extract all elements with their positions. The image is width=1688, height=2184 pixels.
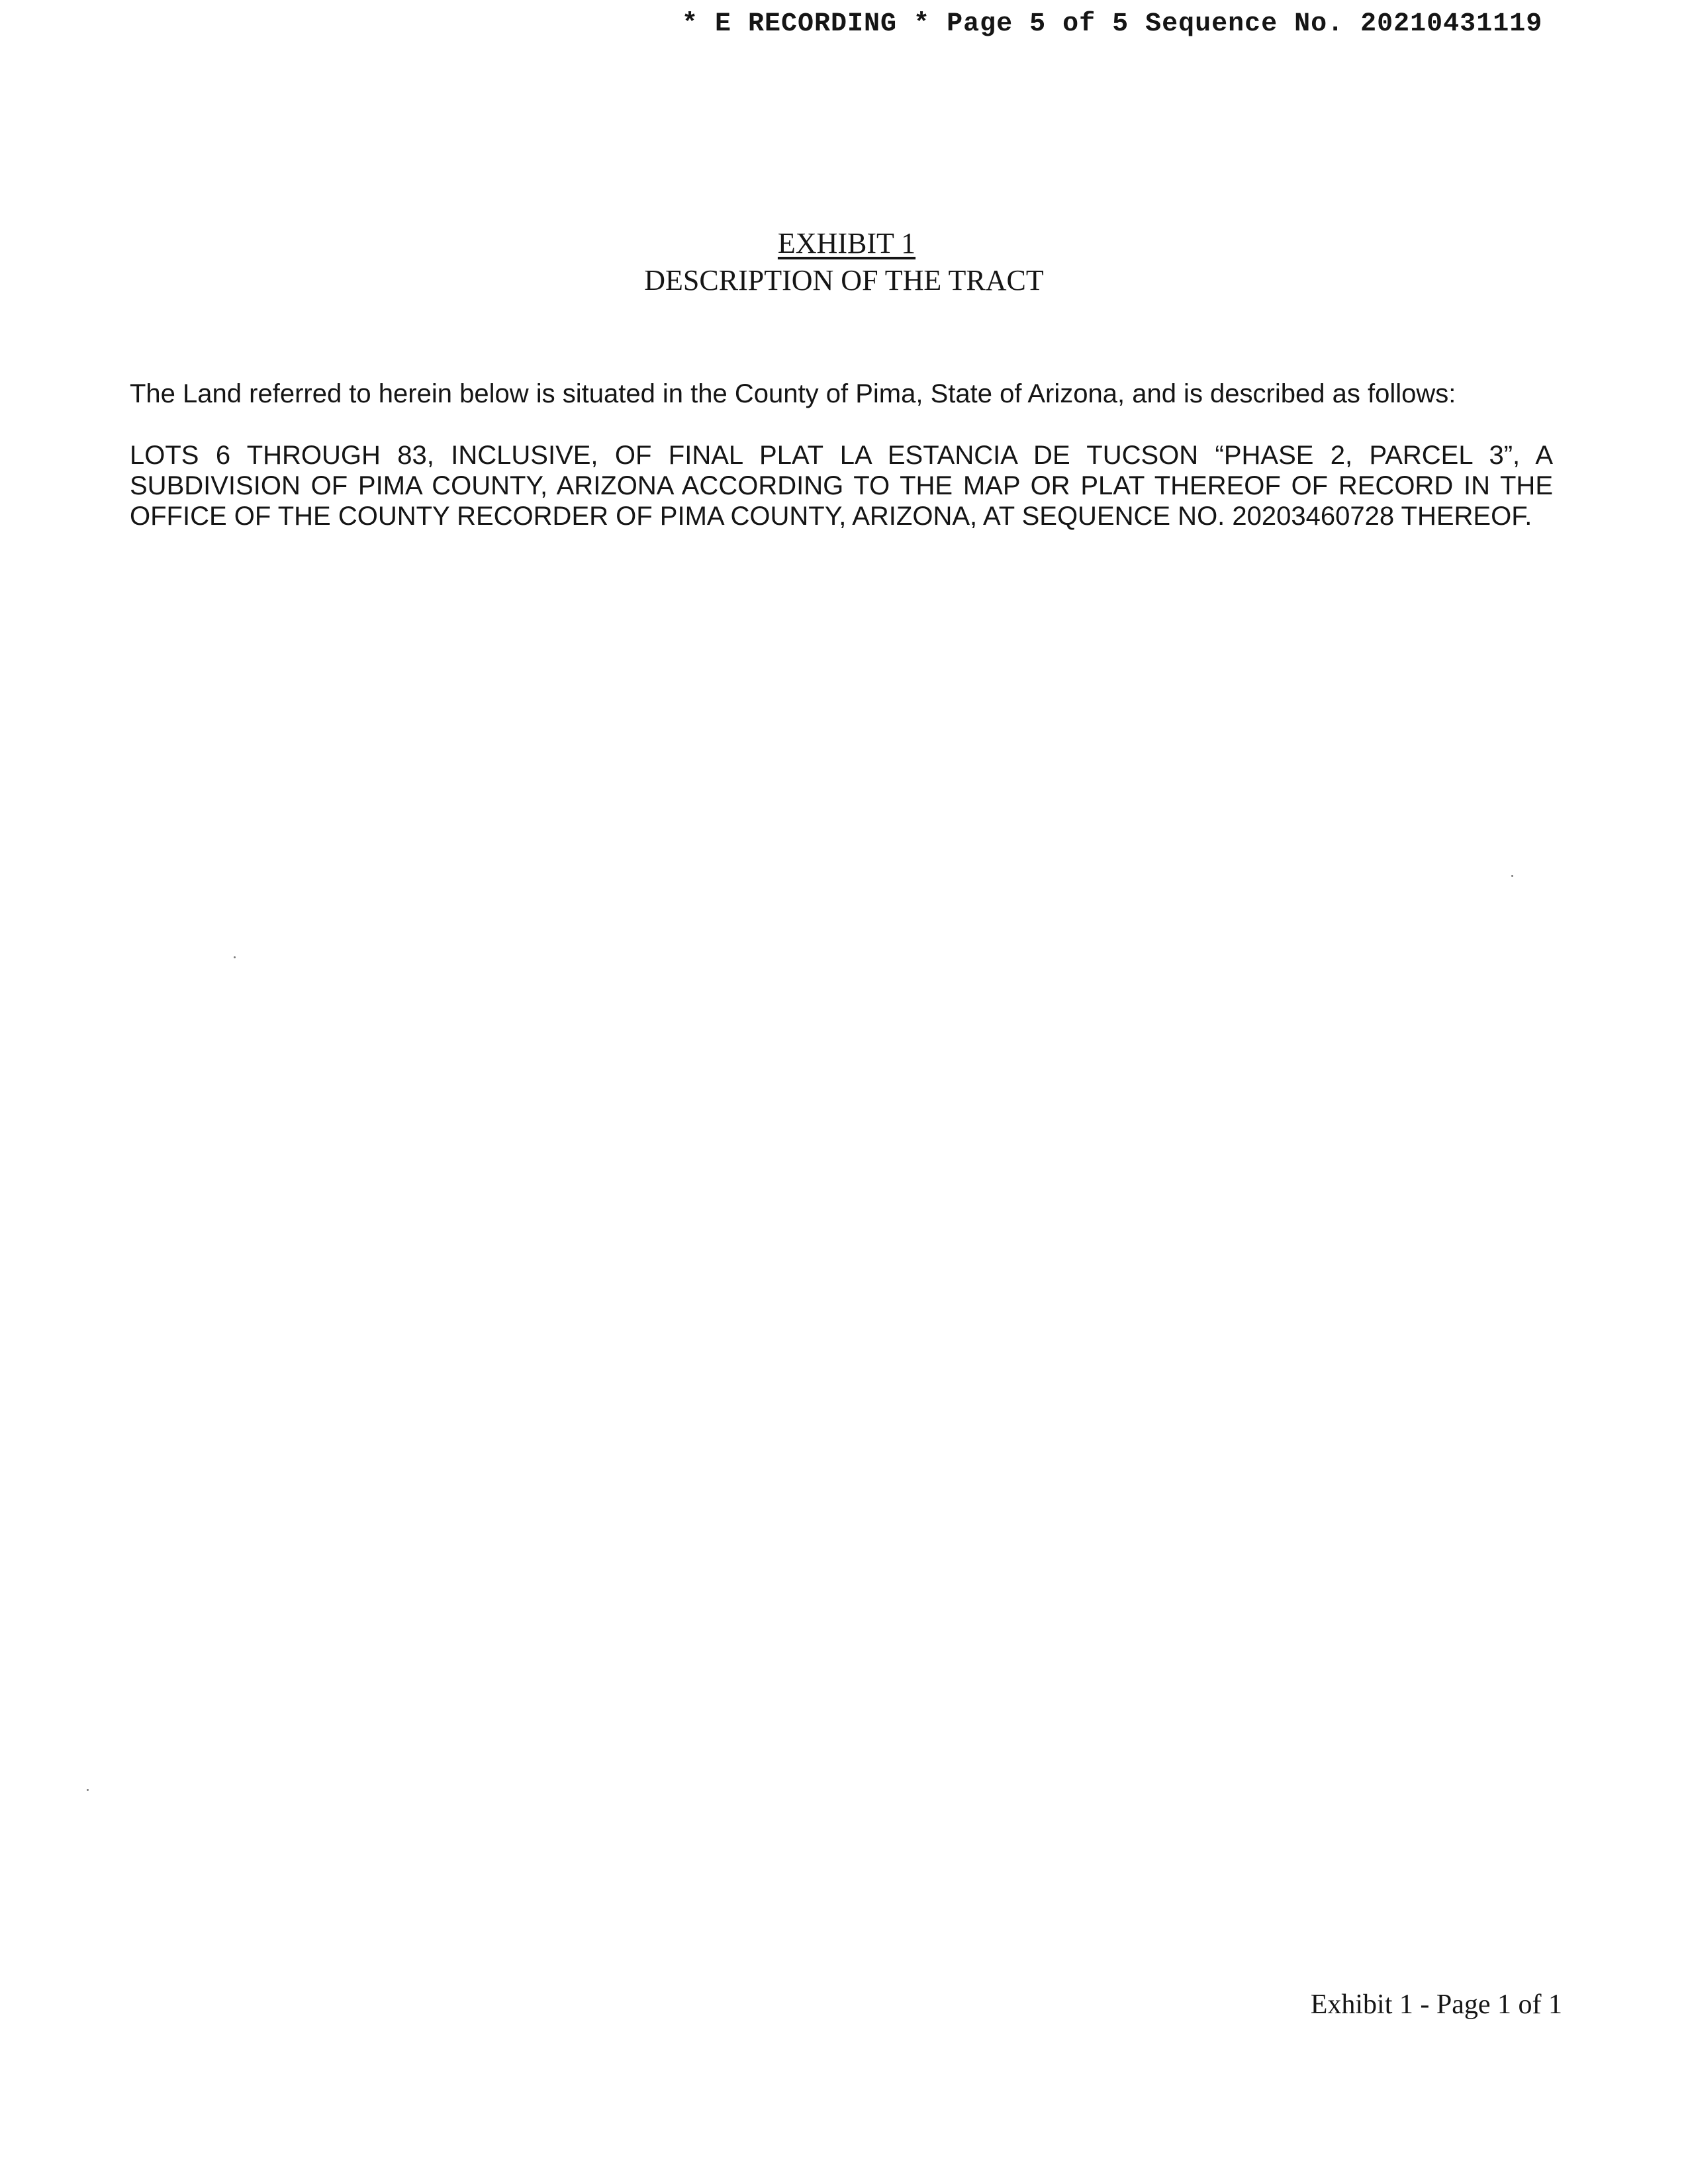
exhibit-title: EXHIBIT 1 xyxy=(777,227,916,259)
exhibit-subtitle: DESCRIPTION OF THE TRACT xyxy=(644,264,1044,296)
legal-description xyxy=(130,440,1553,531)
scan-speck xyxy=(1511,875,1513,877)
scan-speck xyxy=(87,1789,89,1791)
legal-description-line: OFFICE OF THE COUNTY RECORDER OF PIMA COUNTY, ARIZONA, AT SEQUENCE NO. 20203460728 THEREOF. xyxy=(130,502,1532,531)
intro-paragraph: The Land referred to herein below is situated in the County of Pima, State of Arizona, and is described as follows: xyxy=(130,379,1456,408)
exhibit-heading xyxy=(0,225,1688,299)
legal-description-line: SUBDIVISION OF PIMA COUNTY, ARIZONA ACCORDING TO THE MAP OR PLAT THEREOF OF RECORD IN THE xyxy=(130,471,1553,500)
recording-header: * E RECORDING * Page 5 of 5 Sequence No. 20210431119 xyxy=(682,9,1543,39)
scan-speck xyxy=(234,956,236,958)
footer-page-label: Exhibit 1 - Page 1 of 1 xyxy=(1310,1989,1562,2020)
legal-description-line: LOTS 6 THROUGH 83, INCLUSIVE, OF FINAL PLAT LA ESTANCIA DE TUCSON “PHASE 2, PARCEL 3”, A xyxy=(130,441,1553,470)
